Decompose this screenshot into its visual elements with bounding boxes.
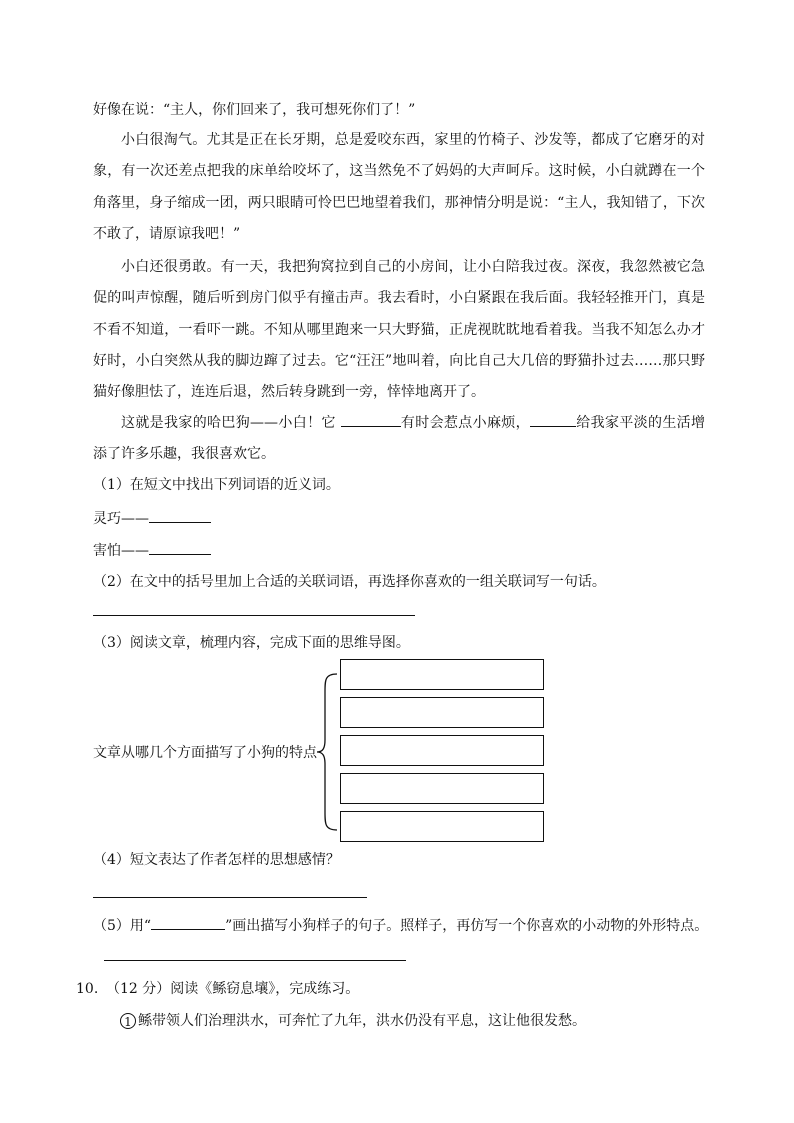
q4-answer-line[interactable] xyxy=(93,897,367,898)
q5-answer-line[interactable] xyxy=(104,960,406,961)
question-4-prompt: （4）短文表达了作者怎样的思想感情？ xyxy=(93,852,340,868)
mindmap-box-4[interactable] xyxy=(340,773,544,804)
fill-blank-2[interactable] xyxy=(530,412,576,427)
q1-word-1 xyxy=(93,508,211,529)
q1-word-2 xyxy=(93,540,211,561)
q10-first-line-text: 鲧带领人们治理洪水，可奔忙了九年，洪水仍没有平息，这让他很发愁。 xyxy=(138,1013,586,1029)
fill-blank-1[interactable] xyxy=(341,412,401,427)
para-end-part3: 给我家平淡的生活增添了许多乐趣，我很喜欢它。 xyxy=(93,415,706,463)
q1-answer-blank-1[interactable] xyxy=(149,508,211,523)
passage-paragraph-end xyxy=(93,408,705,471)
circled-number-1: 1 xyxy=(120,1013,136,1029)
q10-passage-line-1 xyxy=(120,1011,586,1031)
mindmap-box-3[interactable] xyxy=(340,735,544,766)
mindmap-box-1[interactable] xyxy=(340,659,544,690)
mindmap-box-5[interactable] xyxy=(340,811,544,842)
q1-word-2-label: 害怕—— xyxy=(93,543,149,559)
q1-word-1-label: 灵巧—— xyxy=(93,511,149,527)
para-end-part1: 这就是我家的哈巴狗——小白！它 xyxy=(121,415,336,431)
passage-paragraph-brave: 小白还很勇敢。有一天，我把狗窝拉到自己的小房间，让小白陪我过夜。深夜，我忽然被它急促的叫声惊醒，随后听到房门似乎有撞击声。我去看时，小白紧跟在我后面。我轻轻推开门，真是不看不知道，一看吓一跳。不知从哪里跑来一只大野猫，正虎视眈眈地看着我。当我不知怎么办才好时，小白突然从我的脚边蹿了过去。它“汪汪”地叫着，向比自己大几倍的野猫扑过去……那只野猫好像胆怯了，连连后退，然后转身跳到一旁，悻悻地离开了。 xyxy=(93,259,705,401)
question-10-number: 10. xyxy=(76,981,99,997)
mindmap-box-2[interactable] xyxy=(340,697,544,728)
mindmap-label: 文章从哪几个方面描写了小狗的特点 xyxy=(93,745,317,761)
question-10-heading: （12 分）阅读《鲧窃息壤》，完成练习。 xyxy=(106,981,360,997)
question-5-prompt xyxy=(93,915,708,936)
question-2-prompt: （2）在文中的括号里加上合适的关联词语，再选择你喜欢的一组关联词写一句话。 xyxy=(93,574,606,590)
q5-prefix: （5）用“ xyxy=(93,918,152,934)
q1-answer-blank-2[interactable] xyxy=(149,540,211,555)
q5-underline-sample xyxy=(151,915,225,930)
q5-suffix: ”画出描写小狗样子的句子。照样子，再仿写一个你喜欢的小动物的外形特点。 xyxy=(225,918,709,934)
passage-paragraph-naughty: 小白很淘气。尤其是正在长牙期，总是爱咬东西，家里的竹椅子、沙发等，都成了它磨牙的对象，有一次还差点把我的床单给咬坏了，这当然免不了妈妈的大声呵斥。这时候，小白就蹲在一个角落里，身子缩成一团，两只眼睛可怜巴巴地望着我们，那神情分明是说：“主人，我知错了，下次不敢了，请原谅我吧！” xyxy=(93,132,705,242)
q2-answer-line[interactable] xyxy=(93,615,415,616)
passage-line-top: 好像在说：“主人，你们回来了，我可想死你们了！” xyxy=(93,102,416,118)
question-1-prompt: （1）在短文中找出下列词语的近义词。 xyxy=(93,477,340,493)
mindmap-brace xyxy=(315,672,341,832)
para-end-part2: 有时会惹点小麻烦， xyxy=(400,415,530,431)
question-3-prompt: （3）阅读文章，梳理内容，完成下面的思维导图。 xyxy=(93,635,410,651)
